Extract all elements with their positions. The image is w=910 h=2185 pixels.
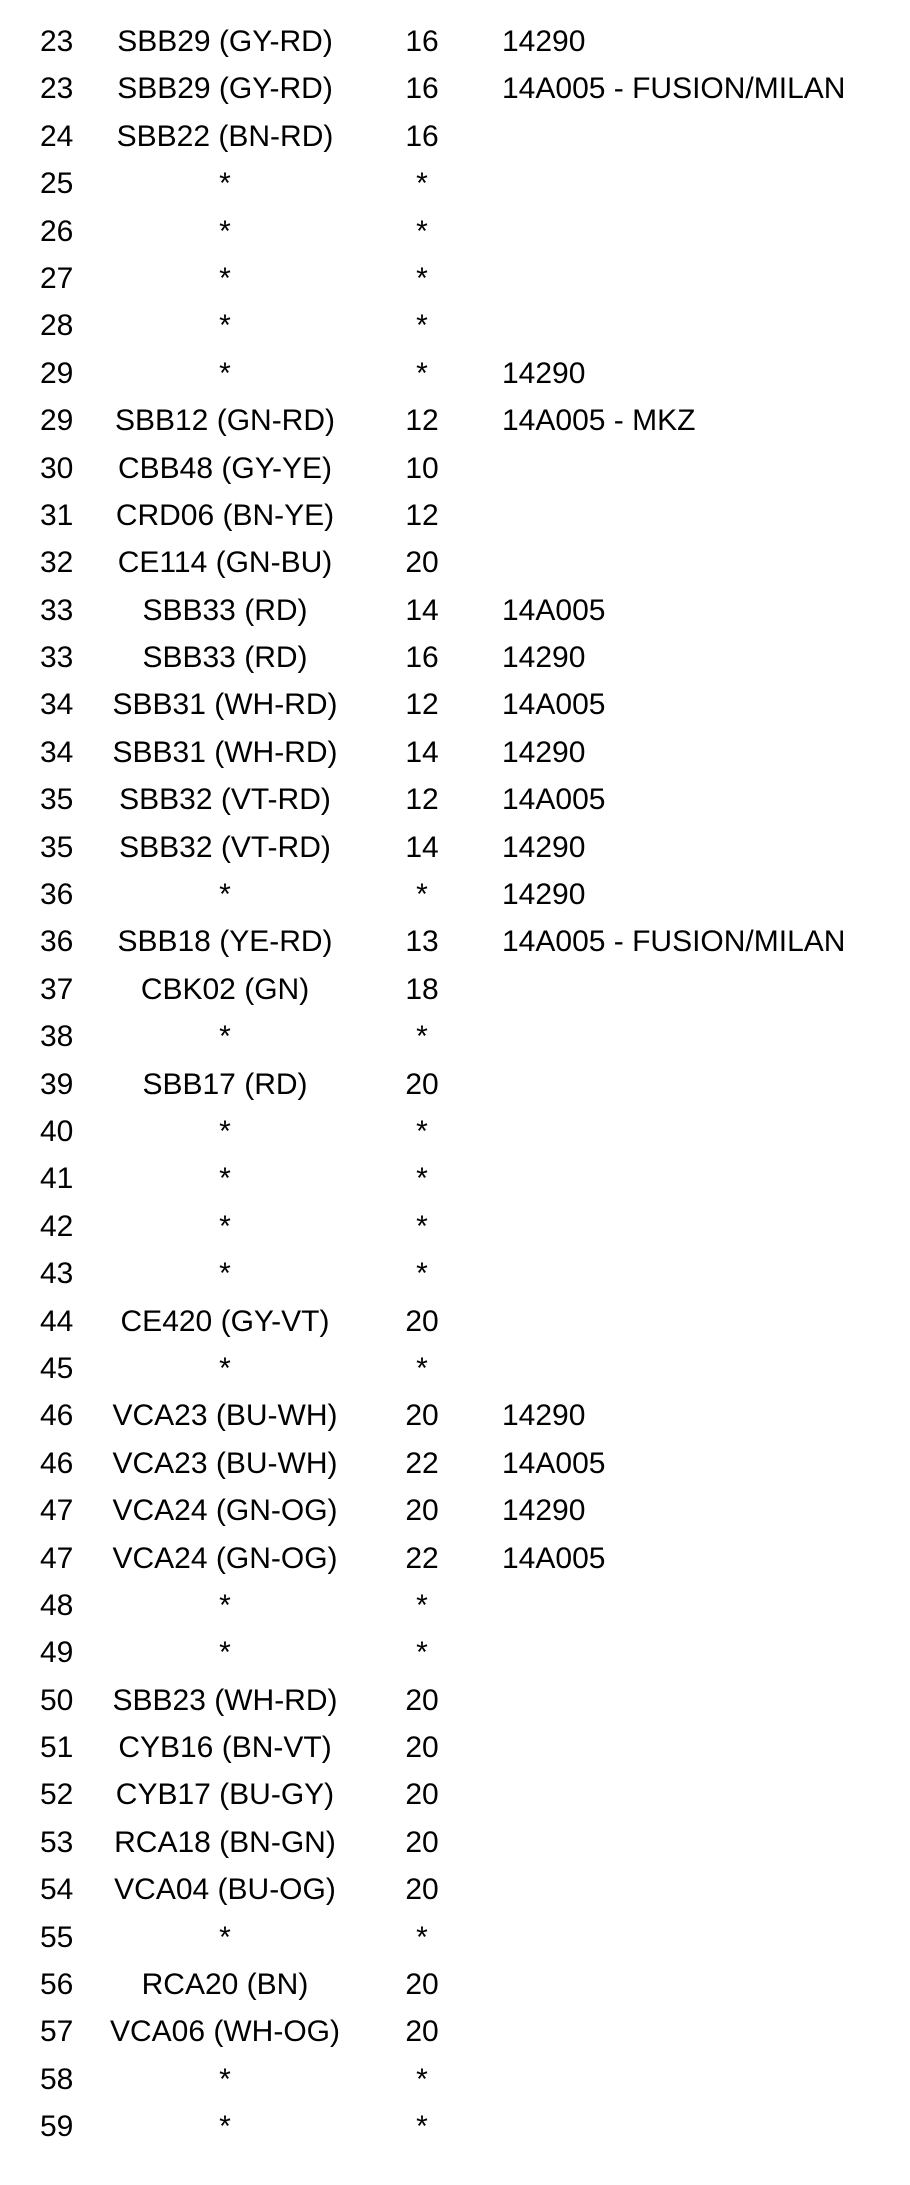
wire-gauge: 20 (405, 1731, 439, 1765)
pin-number: 51 (40, 1731, 74, 1765)
pin-number: 33 (40, 593, 74, 627)
circuit-label: * (219, 1020, 231, 1054)
wire-gauge: 16 (405, 119, 439, 153)
part-note: 14290 (502, 878, 586, 912)
circuit-label: * (219, 878, 231, 912)
wire-gauge: * (416, 1020, 428, 1054)
table-row (0, 350, 910, 397)
part-note: 14A005 (502, 593, 606, 627)
pin-number: 47 (40, 1541, 74, 1575)
table-row (0, 1345, 910, 1392)
circuit-label: SBB33 (RD) (142, 641, 308, 675)
circuit-label: VCA24 (GN-OG) (112, 1541, 338, 1575)
pinout-table (0, 18, 910, 2151)
table-row (0, 2008, 910, 2055)
table-row (0, 1250, 910, 1297)
pin-number: 49 (40, 1636, 74, 1670)
pin-number: 23 (40, 25, 74, 58)
circuit-label: * (219, 1588, 231, 1622)
table-row (0, 1298, 910, 1345)
table-row (0, 1440, 910, 1487)
wire-gauge: * (416, 1920, 428, 1954)
circuit-label: VCA23 (BU-WH) (112, 1399, 338, 1433)
part-note: 14290 (502, 735, 586, 769)
wire-gauge: * (416, 2110, 428, 2144)
wire-gauge: 22 (405, 1446, 439, 1480)
wire-gauge: 20 (405, 1778, 439, 1812)
table-row (0, 539, 910, 586)
pin-number: 29 (40, 404, 74, 438)
circuit-label: SBB12 (GN-RD) (114, 404, 336, 438)
table-row (0, 1487, 910, 1534)
wire-gauge: * (416, 1351, 428, 1385)
circuit-label: * (219, 309, 231, 343)
pin-number: 48 (40, 1588, 74, 1622)
pin-number: 45 (40, 1351, 74, 1385)
circuit-label: CE114 (GN-BU) (117, 546, 333, 580)
pin-number: 41 (40, 1162, 74, 1196)
part-note: 14290 (502, 830, 586, 864)
wire-gauge: 20 (405, 546, 439, 580)
wire-gauge: 16 (405, 641, 439, 675)
table-row (0, 1629, 910, 1676)
table-row (0, 824, 910, 871)
table-row (0, 634, 910, 681)
part-note: 14A005 (502, 1446, 606, 1480)
wire-gauge: * (416, 2062, 428, 2096)
pin-number: 35 (40, 830, 74, 864)
circuit-label: * (219, 1920, 231, 1954)
table-row (0, 160, 910, 207)
wire-gauge: 20 (405, 1825, 439, 1859)
wire-gauge: 12 (405, 783, 439, 817)
pin-number: 58 (40, 2062, 74, 2096)
part-note: 14A005 - FUSION/MILAN (502, 72, 846, 106)
table-row (0, 1866, 910, 1913)
part-note: 14290 (502, 641, 586, 675)
wire-gauge: 20 (405, 2015, 439, 2049)
wire-gauge: 20 (405, 1304, 439, 1338)
wire-gauge: * (416, 356, 428, 390)
part-note: 14290 (502, 1399, 586, 1433)
table-row (0, 1013, 910, 1060)
table-row (0, 1582, 910, 1629)
pin-number: 28 (40, 309, 74, 343)
circuit-label: SBB32 (VT-RD) (119, 783, 331, 817)
pin-number: 34 (40, 735, 74, 769)
circuit-label: SBB29 (GY-RD) (117, 72, 333, 106)
wire-gauge: 12 (405, 498, 439, 532)
pin-number: 57 (40, 2015, 74, 2049)
circuit-label: SBB18 (YE-RD) (117, 925, 333, 959)
pin-number: 46 (40, 1446, 74, 1480)
pinout-rows (0, 18, 910, 2151)
pin-number: 25 (40, 167, 74, 201)
circuit-label: RCA20 (BN) (141, 1968, 309, 2002)
table-row (0, 1108, 910, 1155)
pin-number: 32 (40, 546, 74, 580)
part-note: 14A005 (502, 1541, 606, 1575)
wire-gauge: * (416, 1209, 428, 1243)
part-note: 14290 (502, 356, 586, 390)
wire-gauge: * (416, 1114, 428, 1148)
table-row (0, 1914, 910, 1961)
table-row (0, 113, 910, 160)
circuit-label: SBB33 (RD) (142, 593, 308, 627)
pin-number: 56 (40, 1968, 74, 2002)
wire-gauge: 12 (405, 404, 439, 438)
pin-number: 27 (40, 261, 74, 295)
circuit-label: VCA24 (GN-OG) (112, 1494, 338, 1528)
circuit-label: SBB22 (BN-RD) (116, 119, 334, 153)
circuit-label: VCA23 (BU-WH) (112, 1446, 338, 1480)
part-note: 14A005 (502, 688, 606, 722)
table-row (0, 1961, 910, 2008)
wire-gauge: * (416, 1257, 428, 1291)
part-note: 14A005 - FUSION/MILAN (502, 925, 846, 959)
wire-gauge: * (416, 214, 428, 248)
pin-number: 29 (40, 356, 74, 390)
circuit-label: SBB32 (VT-RD) (119, 830, 331, 864)
circuit-label: * (219, 167, 231, 201)
wire-gauge: 20 (405, 1968, 439, 2002)
pin-number: 23 (40, 72, 74, 106)
wire-gauge: * (416, 1162, 428, 1196)
wire-gauge: 14 (405, 593, 439, 627)
table-row (0, 18, 910, 65)
pin-number: 55 (40, 1920, 74, 1954)
circuit-label: * (219, 1209, 231, 1243)
wire-gauge: 20 (405, 1683, 439, 1717)
circuit-label: * (219, 356, 231, 390)
table-row (0, 492, 910, 539)
circuit-label: SBB31 (WH-RD) (112, 688, 338, 722)
table-row (0, 1724, 910, 1771)
table-row (0, 1535, 910, 1582)
pin-number: 34 (40, 688, 74, 722)
table-row (0, 776, 910, 823)
wire-gauge: 20 (405, 1399, 439, 1433)
table-row (0, 918, 910, 965)
part-note: 14290 (502, 1494, 586, 1528)
circuit-label: SBB31 (WH-RD) (112, 735, 338, 769)
table-row (0, 1392, 910, 1439)
circuit-label: CRD06 (BN-YE) (115, 498, 335, 532)
wire-gauge: * (416, 1588, 428, 1622)
table-row (0, 2056, 910, 2103)
pin-number: 30 (40, 451, 74, 485)
table-row (0, 65, 910, 112)
table-row (0, 871, 910, 918)
table-row (0, 1203, 910, 1250)
circuit-label: * (219, 1636, 231, 1670)
table-row (0, 397, 910, 444)
pin-number: 47 (40, 1494, 74, 1528)
pin-number: 54 (40, 1873, 74, 1907)
circuit-label: * (219, 261, 231, 295)
circuit-label: * (219, 1351, 231, 1385)
table-row (0, 587, 910, 634)
wire-gauge: 20 (405, 1494, 439, 1528)
table-row (0, 966, 910, 1013)
pin-number: 59 (40, 2110, 74, 2144)
pin-number: 24 (40, 119, 74, 153)
wire-gauge: 20 (405, 1873, 439, 1907)
circuit-label: * (219, 1257, 231, 1291)
pin-number: 38 (40, 1020, 74, 1054)
table-row (0, 1819, 910, 1866)
wire-gauge: * (416, 167, 428, 201)
table-row (0, 445, 910, 492)
pin-number: 46 (40, 1399, 74, 1433)
circuit-label: * (219, 2062, 231, 2096)
wire-gauge: 16 (405, 25, 439, 58)
circuit-label: CE420 (GY-VT) (120, 1304, 330, 1338)
pin-number: 40 (40, 1114, 74, 1148)
wire-gauge: * (416, 261, 428, 295)
circuit-label: CYB17 (BU-GY) (115, 1778, 335, 1812)
table-row (0, 1677, 910, 1724)
pin-number: 42 (40, 1209, 74, 1243)
pin-number: 35 (40, 783, 74, 817)
table-row (0, 1061, 910, 1108)
table-row (0, 1155, 910, 1202)
table-row (0, 729, 910, 776)
wire-gauge: 12 (405, 688, 439, 722)
table-row (0, 208, 910, 255)
table-row (0, 302, 910, 349)
part-note: 14A005 - MKZ (502, 404, 696, 438)
wire-gauge: 16 (405, 72, 439, 106)
pin-number: 39 (40, 1067, 74, 1101)
wire-gauge: * (416, 1636, 428, 1670)
circuit-label: * (219, 1162, 231, 1196)
wire-gauge: * (416, 878, 428, 912)
wire-gauge: 10 (405, 451, 439, 485)
circuit-label: SBB17 (RD) (142, 1067, 308, 1101)
pin-number: 52 (40, 1778, 74, 1812)
circuit-label: VCA04 (BU-OG) (114, 1873, 336, 1907)
pin-number: 31 (40, 498, 74, 532)
table-row (0, 1771, 910, 1818)
part-note: 14290 (502, 25, 586, 58)
circuit-label: CBB48 (GY-YE) (118, 451, 332, 485)
pin-number: 33 (40, 641, 74, 675)
table-row (0, 681, 910, 728)
pin-number: 37 (40, 972, 74, 1006)
circuit-label: SBB29 (GY-RD) (117, 25, 333, 58)
pin-number: 50 (40, 1683, 74, 1717)
circuit-label: CYB16 (BN-VT) (118, 1731, 332, 1765)
wire-gauge: 22 (405, 1541, 439, 1575)
pin-number: 36 (40, 925, 74, 959)
wire-gauge: 14 (405, 830, 439, 864)
circuit-label: * (219, 2110, 231, 2144)
pin-number: 26 (40, 214, 74, 248)
pin-number: 44 (40, 1304, 74, 1338)
wire-gauge: 20 (405, 1067, 439, 1101)
circuit-label: SBB23 (WH-RD) (112, 1683, 338, 1717)
pin-number: 53 (40, 1825, 74, 1859)
circuit-label: * (219, 1114, 231, 1148)
pin-number: 43 (40, 1257, 74, 1291)
circuit-label: VCA06 (WH-OG) (109, 2015, 340, 2049)
circuit-label: * (219, 214, 231, 248)
wire-gauge: * (416, 309, 428, 343)
circuit-label: CBK02 (GN) (140, 972, 310, 1006)
table-row (0, 2103, 910, 2150)
wire-gauge: 18 (405, 972, 439, 1006)
wire-gauge: 14 (405, 735, 439, 769)
table-row (0, 255, 910, 302)
wire-gauge: 13 (405, 925, 439, 959)
circuit-label: RCA18 (BN-GN) (114, 1825, 336, 1859)
part-note: 14A005 (502, 783, 606, 817)
pin-number: 36 (40, 878, 74, 912)
